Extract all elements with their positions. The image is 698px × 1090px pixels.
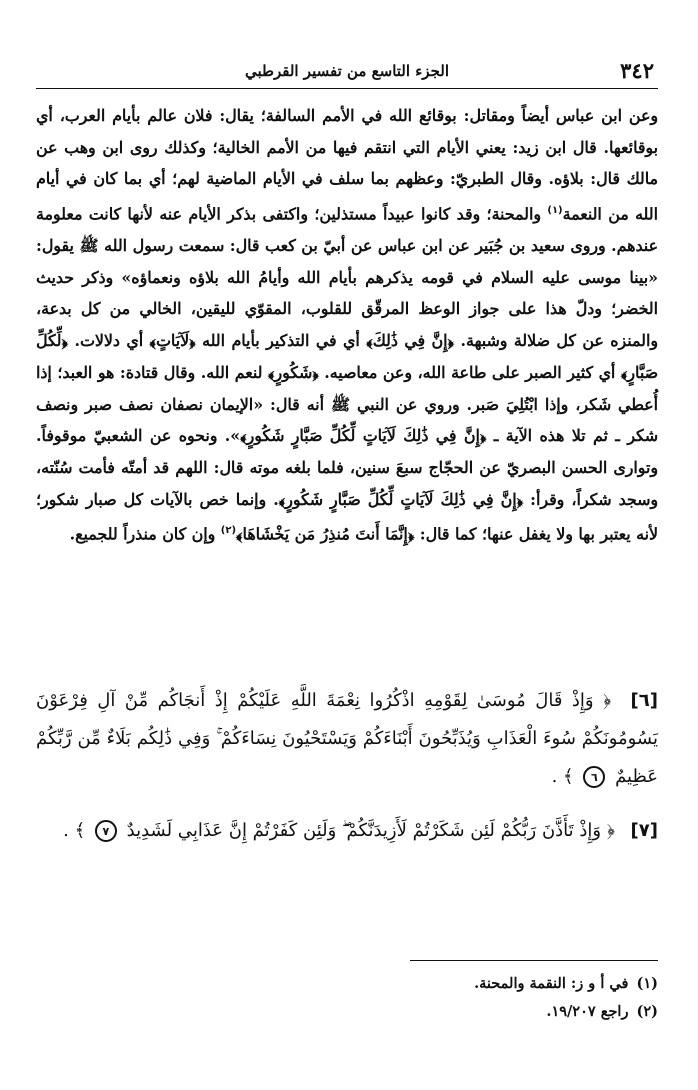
- commentary-paragraph: [36, 100, 658, 550]
- footnote-1: [36, 970, 658, 998]
- footnote-ref-2: (٢): [220, 525, 237, 537]
- footnotes: [36, 970, 658, 1026]
- verse-number: [٧]: [630, 820, 658, 841]
- quran-verse-7: [36, 812, 658, 850]
- footnote-text: راجع ١٩/٢٠٧.: [546, 1003, 629, 1020]
- verse-text: ﴿ وَإِذْ قَالَ مُوسَىٰ لِقَوْمِهِ اذْكُرُوا نِعْمَةَ اللَّهِ عَلَيْكُمْ إِذْ أَنجَاكُم مِّنْ آلِ فِرْعَوْنَ يَسُومُونَكُمْ سُوءَ الْعَذَابِ وَيُذَبِّحُونَ أَبْنَاءَكُمْ وَيَسْتَحْيُونَ نِسَاءَكُمْ ۚ وَفِي ذَٰلِكُم بَلَاءٌ مِّن رَّبِّكُمْ عَظِيمٌ: [36, 690, 658, 787]
- commentary-text: [36, 100, 658, 550]
- verse-number: [٦]: [630, 690, 658, 711]
- ayah-number-marker: ٦: [583, 766, 605, 788]
- verse-closing: ﴾ .: [63, 820, 86, 841]
- quran-verse-6: [36, 682, 658, 796]
- verse-closing: ﴾ .: [551, 766, 574, 787]
- footnote-divider: [410, 960, 658, 961]
- paragraph-part-2: والمحنة؛ وقد كانوا عبيداً مستذلين؛ واكتفى بذكر الأيام عنه لأنها كانت معلومة عندهم. وروى سعيد بن جُبَير عن ابن عباس عن أبيّ بن كعب قال: سمعت رسول الله ﷺ يقول: «بينا موسى عليه السلام في قومه يذكرهم بأيام الله وأيامُ الله بلاؤه ونعماؤه» وذكر حديث الخضر؛ ودلّ هذا على جواز الوعظ المرقّق للقلوب، المقوّي لليقين، الخالي من كل بدعة، والمنزه عن كل ضلالة وشبهة. ﴿إِنَّ فِي ذَٰلِكَ﴾ أي في التذكير بأيام الله ﴿لَآيَاتٍ﴾ أي دلالات. ﴿لِّكُلِّ صَبَّارٍ﴾ أي كثير الصبر على طاعة الله، وعن معاصيه. ﴿شَكُورٍ﴾ لنعم الله. وقال قتادة: هو العبد؛ إذا أُعطي شَكر، وإذا ابْتُلِيَ صَبر. وروي عن النبي ﷺ أنه قال: «الإيمان نصفان نصف صبر ونصف شكر ـ ثم تلا هذه الآية ـ ﴿إِنَّ فِي ذَٰلِكَ لَآيَاتٍ لِّكُلِّ صَبَّارٍ شَكُورٍ﴾». ونحوه عن الشعبيّ موقوفاً. وتوارى الحسن البصريّ عن الحجّاج سبعَ سنين، فلما بلغه موته قال: اللهم قد أمتّه فأمت سُنّته، وسجد شكراً، وقرأ: ﴿إِنَّ فِي ذَٰلِكَ لَآيَاتٍ لِّكُلِّ صَبَّارٍ شَكُورٍ﴾. وإنما خص بالآيات كل صبار شكور؛ لأنه يعتبر بها ولا يغفل عنها؛ كما قال: ﴿إِنَّمَا أَنتَ مُنذِرُ مَن يَخْشَاهَا﴾: [36, 204, 658, 544]
- running-title: الجزء التاسع من تفسير القرطبي: [245, 62, 449, 80]
- footnote-ref-1: (١): [547, 205, 563, 217]
- verse-text: ﴿ وَإِذْ تَأَذَّنَ رَبُّكُمْ لَئِن شَكَرْتُمْ لَأَزِيدَنَّكُمْ ۖ وَلَئِن كَفَرْتُمْ إِنَّ عَذَابِي لَشَدِيدٌ: [126, 820, 615, 841]
- book-page: [36, 56, 658, 1060]
- footnote-text: في أ و ز: النقمة والمحنة.: [474, 975, 629, 992]
- footnote-label: (٢): [636, 1003, 658, 1020]
- page-number: ٣٤٢: [620, 58, 654, 83]
- footnote-label: (١): [636, 975, 658, 992]
- page-header: [36, 56, 658, 89]
- ayah-number-marker: ٧: [95, 820, 117, 842]
- footnote-2: [36, 998, 658, 1026]
- paragraph-part-1: وعن ابن عباس أيضاً ومقاتل: بوقائع الله في الأمم السالفة؛ يقال: فلان عالم بأيام العرب، أي بوقائعها. قال ابن زيد: يعني الأيام التي انتقم فيها من الأمم الخالية؛ وكذلك روى ابن وهب عن مالك قال: بلاؤه. وقال الطبريّ: وعظهم بما سلف في الأيام الماضية لهم؛ أي بما كان في أيام الله من النعمة: [36, 106, 658, 224]
- paragraph-part-3: وإن كان منذراً للجميع.: [69, 524, 221, 544]
